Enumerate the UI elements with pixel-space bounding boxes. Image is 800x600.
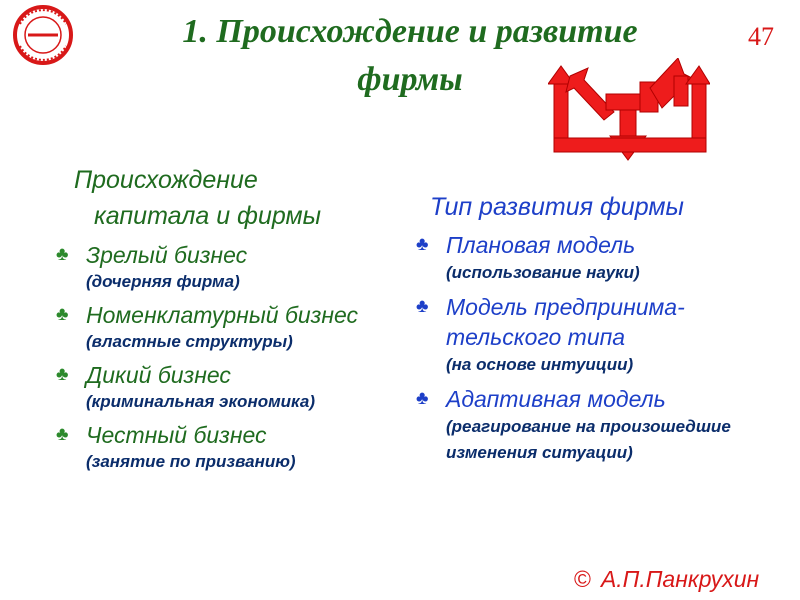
left-heading [74,162,394,234]
page-number: 47 [748,22,774,51]
seal-logo [10,4,76,66]
club-icon: ♣ [56,244,69,265]
club-icon: ♣ [56,304,69,325]
item-note: (на основе интуиции) [446,355,634,374]
author-credit [574,566,759,593]
club-icon: ♣ [56,364,69,385]
left-heading-line1: Происхождение [74,166,258,194]
club-icon: ♣ [56,424,69,445]
development-list [416,230,766,472]
slide-title-line1: 1. Происхождение и развитие [182,13,638,50]
item-note: (использование науки) [446,263,640,282]
club-icon: ♣ [416,234,429,255]
club-icon: ♣ [416,388,429,409]
list-item [56,420,386,474]
list-item [56,360,386,414]
item-title: Адаптивная модель [446,386,666,412]
list-item [56,300,386,354]
left-heading-line2: капитала и фирмы [94,202,322,230]
list-item [416,230,766,286]
item-note: (дочерняя фирма) [86,272,240,291]
list-item [56,240,386,294]
club-icon: ♣ [416,296,429,317]
item-title: Плановая модель [446,232,636,258]
slide-title-line2: фирмы [357,61,463,98]
item-note: (занятие по призванию) [86,452,296,471]
right-heading: Тип развития фирмы [430,193,684,221]
item-note: (реагирование на произошедшие изменения ситуации) [446,417,731,462]
list-item [416,292,766,378]
item-title: Дикий бизнес [86,362,231,388]
author-name: А.П.Панкрухин [600,566,760,592]
list-item [416,384,766,466]
item-title: Зрелый бизнес [86,242,248,268]
origin-list [56,240,386,480]
item-note: (властные структуры) [86,332,293,351]
item-note: (криминальная экономика) [86,392,315,411]
item-title: Модель предпринима-тельского типа [446,294,685,350]
item-title: Честный бизнес [86,422,267,448]
copyright-icon: © [574,566,591,592]
item-title: Номенклатурный бизнес [86,302,359,328]
red-arrows-icon [548,58,710,164]
